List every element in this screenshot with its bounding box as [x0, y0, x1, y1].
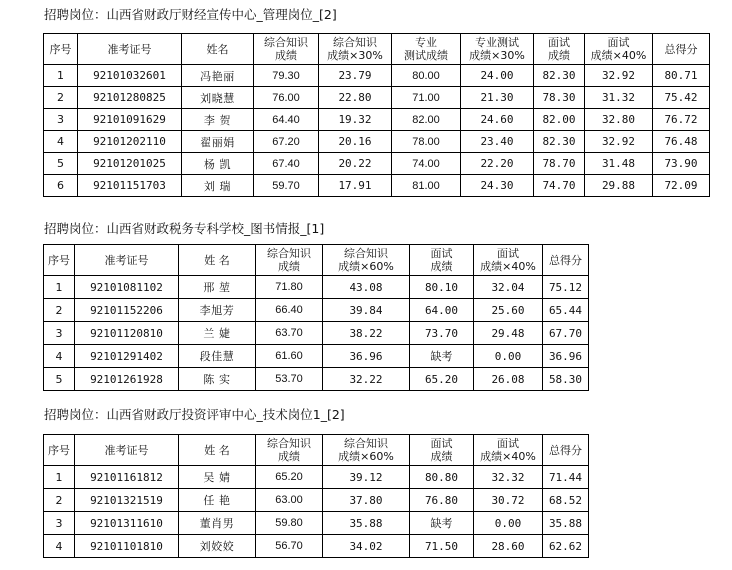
table-cell: 38.22	[323, 322, 410, 345]
table-cell: 1	[44, 276, 75, 299]
column-header: 准考证号	[75, 245, 179, 276]
table-cell: 92101120810	[75, 322, 179, 345]
table-cell: 72.09	[653, 175, 710, 197]
table-cell: 75.12	[543, 276, 589, 299]
table-cell: 32.04	[474, 276, 543, 299]
table-cell: 80.10	[410, 276, 474, 299]
table-cell: 37.80	[323, 489, 410, 512]
column-header: 姓 名	[179, 245, 256, 276]
table-cell: 杨 凯	[182, 153, 254, 175]
table-cell: 92101081102	[75, 276, 179, 299]
table-cell: 79.30	[254, 65, 319, 87]
table-cell: 80.71	[653, 65, 710, 87]
table-cell: 78.70	[534, 153, 585, 175]
column-header: 面试 成绩	[534, 34, 585, 65]
column-header: 面试 成绩×40%	[585, 34, 653, 65]
table-cell: 92101152206	[75, 299, 179, 322]
section-caption: 招聘岗位：山西省财政税务专科学校_图书情报_[1]	[44, 221, 325, 236]
table-row	[44, 368, 589, 391]
column-header: 姓名	[182, 34, 254, 65]
table-cell: 92101201025	[78, 153, 182, 175]
table-row	[44, 345, 589, 368]
table-cell: 53.70	[256, 368, 323, 391]
section-caption: 招聘岗位：山西省财政厅投资评审中心_技术岗位1_[2]	[44, 407, 345, 422]
column-header: 综合知识 成绩×60%	[323, 435, 410, 466]
column-header: 综合知识 成绩	[256, 435, 323, 466]
table-cell: 39.84	[323, 299, 410, 322]
table-cell: 58.30	[543, 368, 589, 391]
table-row	[44, 131, 710, 153]
table-cell: 3	[44, 512, 75, 535]
table-cell: 78.30	[534, 87, 585, 109]
table-cell: 65.44	[543, 299, 589, 322]
table-cell: 80.00	[392, 65, 461, 87]
column-header: 专业 测试成绩	[392, 34, 461, 65]
table-row	[44, 489, 589, 512]
table-cell: 20.16	[319, 131, 392, 153]
table-cell: 92101311610	[75, 512, 179, 535]
table-cell: 71.80	[256, 276, 323, 299]
column-header: 总得分	[653, 34, 710, 65]
table-cell: 66.40	[256, 299, 323, 322]
table-cell: 0.00	[474, 345, 543, 368]
table-cell: 刘姣姣	[179, 535, 256, 558]
table-cell: 73.70	[410, 322, 474, 345]
table-cell: 68.52	[543, 489, 589, 512]
column-header: 专业测试 成绩×30%	[461, 34, 534, 65]
table-cell: 5	[44, 368, 75, 391]
table-cell: 1	[44, 65, 78, 87]
table-cell: 3	[44, 322, 75, 345]
table-cell: 67.40	[254, 153, 319, 175]
table-cell: 31.32	[585, 87, 653, 109]
table-cell: 81.00	[392, 175, 461, 197]
table-cell: 76.72	[653, 109, 710, 131]
table-cell: 兰 婕	[179, 322, 256, 345]
table-cell: 36.96	[323, 345, 410, 368]
column-header: 姓 名	[179, 435, 256, 466]
table-cell: 缺考	[410, 512, 474, 535]
table-cell: 92101280825	[78, 87, 182, 109]
table-row	[44, 299, 589, 322]
table-row	[44, 535, 589, 558]
table-cell: 29.48	[474, 322, 543, 345]
table-cell: 32.22	[323, 368, 410, 391]
table-cell: 92101032601	[78, 65, 182, 87]
table-cell: 67.70	[543, 322, 589, 345]
table-cell: 76.00	[254, 87, 319, 109]
table-cell: 92101091629	[78, 109, 182, 131]
table-cell: 74.70	[534, 175, 585, 197]
table-cell: 4	[44, 535, 75, 558]
table-cell: 36.96	[543, 345, 589, 368]
table-cell: 39.12	[323, 466, 410, 489]
column-header: 序号	[44, 245, 75, 276]
column-header: 总得分	[543, 435, 589, 466]
table-row	[44, 65, 710, 87]
table-cell: 74.00	[392, 153, 461, 175]
score-table	[43, 244, 589, 391]
table-cell: 19.32	[319, 109, 392, 131]
table-cell: 92101161812	[75, 466, 179, 489]
header-row	[44, 245, 589, 276]
table-cell: 22.80	[319, 87, 392, 109]
column-header: 综合知识 成绩	[256, 245, 323, 276]
table-row	[44, 276, 589, 299]
table-cell: 65.20	[256, 466, 323, 489]
table-cell: 刘 瑞	[182, 175, 254, 197]
table-cell: 缺考	[410, 345, 474, 368]
table-cell: 陈 实	[179, 368, 256, 391]
table-cell: 4	[44, 131, 78, 153]
table-cell: 92101202110	[78, 131, 182, 153]
table-cell: 76.80	[410, 489, 474, 512]
table-cell: 29.88	[585, 175, 653, 197]
table-cell: 82.30	[534, 131, 585, 153]
table-cell: 李旭芳	[179, 299, 256, 322]
table-cell: 75.42	[653, 87, 710, 109]
table-cell: 71.50	[410, 535, 474, 558]
table-cell: 5	[44, 153, 78, 175]
column-header: 综合知识 成绩×60%	[323, 245, 410, 276]
table-row	[44, 175, 710, 197]
table-cell: 71.00	[392, 87, 461, 109]
table-row	[44, 109, 710, 131]
table-cell: 25.60	[474, 299, 543, 322]
table-cell: 翟丽娟	[182, 131, 254, 153]
column-header: 面试 成绩×40%	[474, 435, 543, 466]
table-cell: 23.79	[319, 65, 392, 87]
table-row	[44, 322, 589, 345]
table-cell: 63.00	[256, 489, 323, 512]
table-row	[44, 512, 589, 535]
column-header: 准考证号	[75, 435, 179, 466]
table-cell: 30.72	[474, 489, 543, 512]
table-cell: 冯艳丽	[182, 65, 254, 87]
table-cell: 78.00	[392, 131, 461, 153]
column-header: 序号	[44, 34, 78, 65]
table-cell: 李 贺	[182, 109, 254, 131]
table-cell: 92101261928	[75, 368, 179, 391]
score-table	[43, 33, 710, 197]
table-cell: 35.88	[323, 512, 410, 535]
column-header: 综合知识 成绩×30%	[319, 34, 392, 65]
header-row	[44, 34, 710, 65]
column-header: 准考证号	[78, 34, 182, 65]
table-cell: 43.08	[323, 276, 410, 299]
table-cell: 56.70	[256, 535, 323, 558]
table-cell: 82.30	[534, 65, 585, 87]
header-row	[44, 435, 589, 466]
table-cell: 21.30	[461, 87, 534, 109]
table-cell: 63.70	[256, 322, 323, 345]
table-cell: 刘晓慧	[182, 87, 254, 109]
table-cell: 邢 堃	[179, 276, 256, 299]
table-cell: 64.00	[410, 299, 474, 322]
table-cell: 24.00	[461, 65, 534, 87]
table-cell: 26.08	[474, 368, 543, 391]
table-cell: 64.40	[254, 109, 319, 131]
table-cell: 59.70	[254, 175, 319, 197]
table-cell: 32.32	[474, 466, 543, 489]
table-cell: 67.20	[254, 131, 319, 153]
column-header: 综合知识 成绩	[254, 34, 319, 65]
table-row	[44, 466, 589, 489]
table-cell: 董肖男	[179, 512, 256, 535]
table-cell: 34.02	[323, 535, 410, 558]
table-cell: 20.22	[319, 153, 392, 175]
table-cell: 61.60	[256, 345, 323, 368]
table-cell: 76.48	[653, 131, 710, 153]
table-cell: 4	[44, 345, 75, 368]
table-cell: 82.00	[392, 109, 461, 131]
table-cell: 17.91	[319, 175, 392, 197]
table-cell: 段佳慧	[179, 345, 256, 368]
table-cell: 6	[44, 175, 78, 197]
column-header: 面试 成绩	[410, 435, 474, 466]
table-cell: 24.30	[461, 175, 534, 197]
table-cell: 92101101810	[75, 535, 179, 558]
table-cell: 92101321519	[75, 489, 179, 512]
table-cell: 32.92	[585, 131, 653, 153]
table-cell: 0.00	[474, 512, 543, 535]
table-cell: 22.20	[461, 153, 534, 175]
table-cell: 32.92	[585, 65, 653, 87]
table-cell: 65.20	[410, 368, 474, 391]
table-cell: 2	[44, 489, 75, 512]
column-header: 面试 成绩	[410, 245, 474, 276]
table-cell: 32.80	[585, 109, 653, 131]
table-row	[44, 153, 710, 175]
table-cell: 1	[44, 466, 75, 489]
table-cell: 92101291402	[75, 345, 179, 368]
table-cell: 62.62	[543, 535, 589, 558]
table-cell: 35.88	[543, 512, 589, 535]
table-cell: 73.90	[653, 153, 710, 175]
table-cell: 80.80	[410, 466, 474, 489]
table-row	[44, 87, 710, 109]
table-cell: 82.00	[534, 109, 585, 131]
table-cell: 24.60	[461, 109, 534, 131]
table-cell: 28.60	[474, 535, 543, 558]
table-cell: 2	[44, 87, 78, 109]
table-cell: 3	[44, 109, 78, 131]
table-cell: 2	[44, 299, 75, 322]
table-cell: 吴 婧	[179, 466, 256, 489]
table-cell: 31.48	[585, 153, 653, 175]
section-caption: 招聘岗位：山西省财政厅财经宣传中心_管理岗位_[2]	[44, 7, 337, 22]
column-header: 序号	[44, 435, 75, 466]
column-header: 总得分	[543, 245, 589, 276]
score-table	[43, 434, 589, 558]
table-cell: 23.40	[461, 131, 534, 153]
table-cell: 71.44	[543, 466, 589, 489]
table-cell: 92101151703	[78, 175, 182, 197]
table-cell: 任 艳	[179, 489, 256, 512]
column-header: 面试 成绩×40%	[474, 245, 543, 276]
table-cell: 59.80	[256, 512, 323, 535]
